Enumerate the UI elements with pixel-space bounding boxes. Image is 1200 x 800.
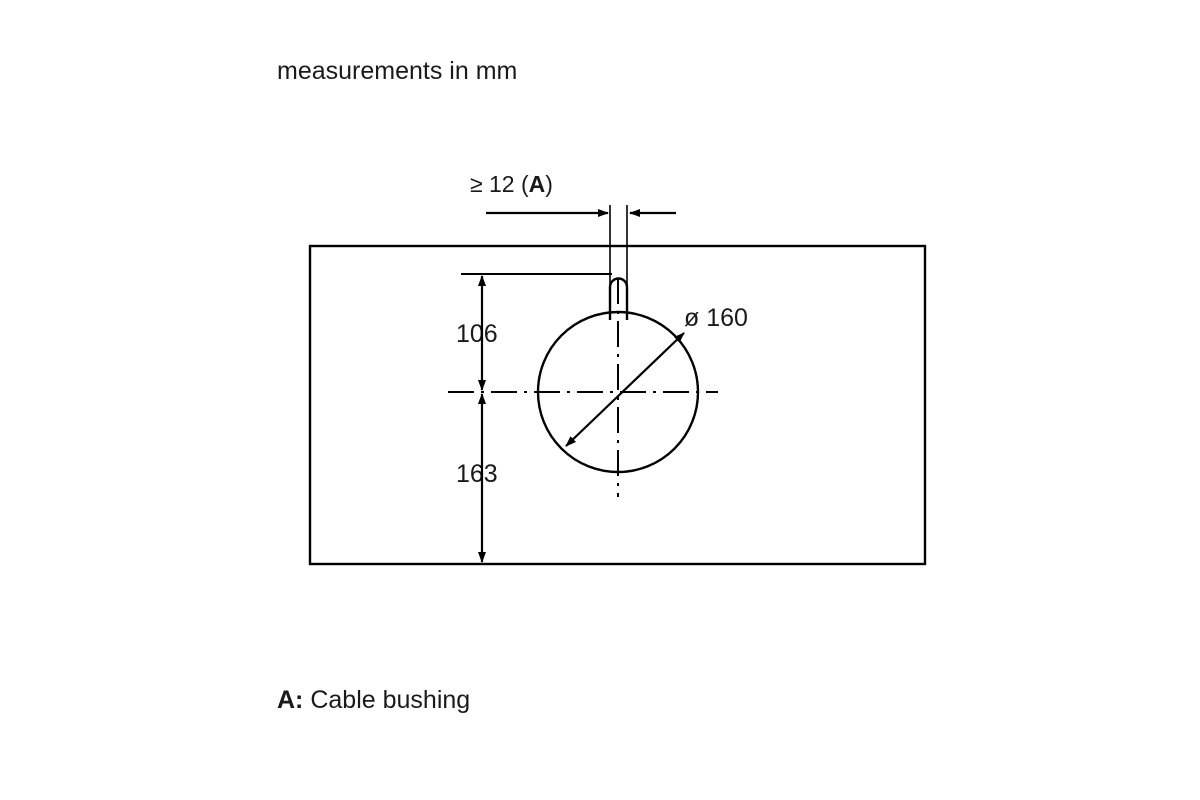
diameter-arrow — [566, 333, 684, 446]
measurement-unit-note: measurements in mm — [277, 57, 518, 85]
legend-key: A: — [277, 686, 304, 714]
dimension-label-106: 106 — [456, 320, 498, 348]
dim-width-suffix: ) — [545, 171, 553, 197]
dimension-label-diameter: ø 160 — [684, 304, 748, 332]
dim-width-key: A — [528, 171, 546, 197]
dim-width-prefix: ≥ 12 ( — [470, 171, 529, 197]
legend-cable-bushing — [277, 686, 470, 715]
legend-text: Cable bushing — [303, 686, 471, 714]
dimension-label-163: 163 — [456, 460, 498, 488]
